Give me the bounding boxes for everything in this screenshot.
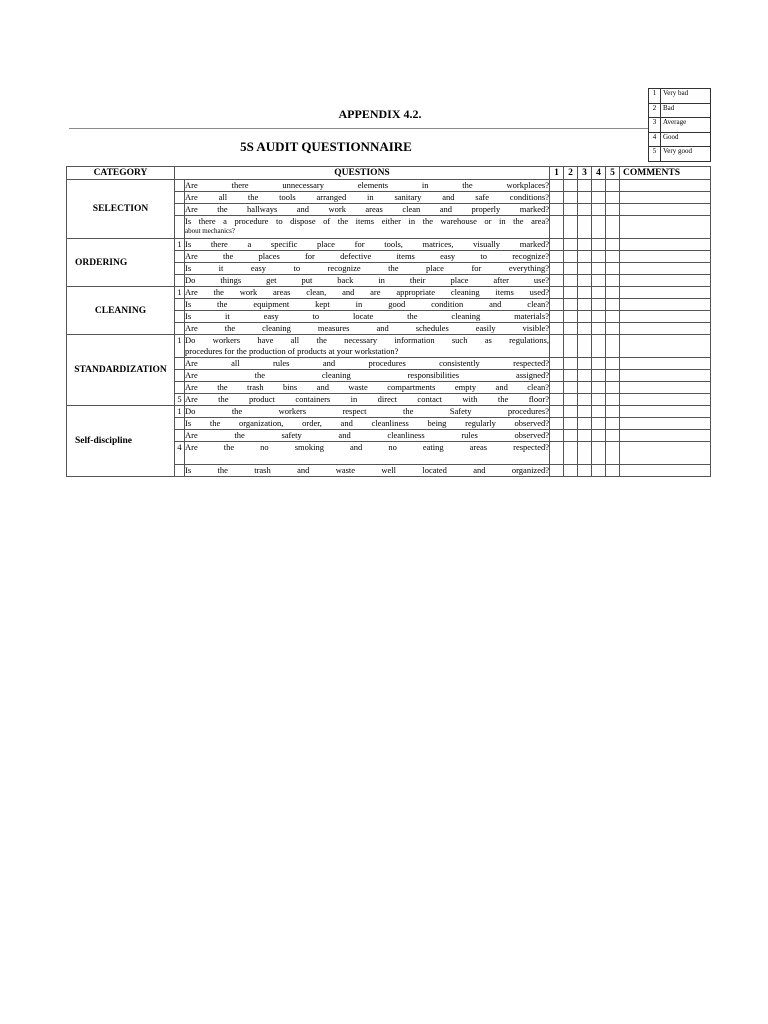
score-4-cell[interactable] xyxy=(592,442,606,465)
comment-cell[interactable] xyxy=(620,192,711,204)
legend-row xyxy=(649,118,711,133)
score-5-cell[interactable] xyxy=(606,251,620,263)
comment-cell[interactable] xyxy=(620,323,711,335)
score-3-cell[interactable] xyxy=(578,251,592,263)
score-5-cell[interactable] xyxy=(606,382,620,394)
legend-number: 5 xyxy=(649,147,661,162)
score-2-cell[interactable] xyxy=(564,382,578,394)
score-5-cell[interactable] xyxy=(606,358,620,370)
score-3-cell[interactable] xyxy=(578,204,592,216)
comment-cell[interactable] xyxy=(620,287,711,299)
score-5-cell[interactable] xyxy=(606,311,620,323)
score-5-cell[interactable] xyxy=(606,287,620,299)
score-5-cell[interactable] xyxy=(606,465,620,477)
category-cleaning: CLEANING xyxy=(67,287,175,335)
score-2-cell[interactable] xyxy=(564,311,578,323)
question-text: Are the trash bins and waste compartments empty and clean? xyxy=(185,382,549,392)
legend-number: 4 xyxy=(649,132,661,147)
score-4-cell[interactable] xyxy=(592,239,606,251)
score-4-cell[interactable] xyxy=(592,406,606,418)
comment-cell[interactable] xyxy=(620,358,711,370)
score-3-cell[interactable] xyxy=(578,216,592,239)
score-2-cell[interactable] xyxy=(564,299,578,311)
score-2-cell[interactable] xyxy=(564,263,578,275)
question-text: Are the places for defective items easy to recognize? xyxy=(185,251,549,261)
score-3-cell[interactable] xyxy=(578,335,592,358)
question-row xyxy=(67,335,711,358)
score-4-cell[interactable] xyxy=(592,311,606,323)
comment-cell[interactable] xyxy=(620,275,711,287)
question-text: Is the equipment kept in good condition and clean? xyxy=(185,299,549,309)
question-number: 1 xyxy=(175,335,185,358)
question-text: Do the workers respect the Safety procedures? xyxy=(185,406,549,416)
score-3-cell[interactable] xyxy=(578,465,592,477)
score-5-cell[interactable] xyxy=(606,204,620,216)
score-2-cell[interactable] xyxy=(564,406,578,418)
score-5-cell[interactable] xyxy=(606,323,620,335)
question-number xyxy=(175,382,185,394)
score-2-cell[interactable] xyxy=(564,180,578,192)
question-text: Are the cleaning responsibilities assigned? xyxy=(185,370,549,380)
score-2-cell[interactable] xyxy=(564,192,578,204)
score-1-cell[interactable] xyxy=(550,311,564,323)
comment-cell[interactable] xyxy=(620,251,711,263)
question-number xyxy=(175,204,185,216)
question-text: Are all the tools arranged in sanitary and safe conditions? xyxy=(185,192,549,202)
legend-label: Very bad xyxy=(661,89,711,104)
comment-cell[interactable] xyxy=(620,204,711,216)
question-text: Do workers have all the necessary information such as regulations, xyxy=(185,335,549,345)
score-4-cell[interactable] xyxy=(592,216,606,239)
score-3-cell[interactable] xyxy=(578,406,592,418)
comments-header: COMMENTS xyxy=(620,167,711,180)
score-5-cell[interactable] xyxy=(606,394,620,406)
score-4-cell[interactable] xyxy=(592,418,606,430)
score-2-cell[interactable] xyxy=(564,335,578,358)
question-number xyxy=(175,275,185,287)
score-4-cell[interactable] xyxy=(592,192,606,204)
question-text-continued: procedures for the production of products at your workstation? xyxy=(185,346,399,356)
question-number: 1 xyxy=(175,406,185,418)
comment-cell[interactable] xyxy=(620,239,711,251)
legend-row xyxy=(649,132,711,147)
page-title: 5S AUDIT QUESTIONNAIRE xyxy=(240,139,412,154)
comment-cell[interactable] xyxy=(620,382,711,394)
score-5-cell[interactable] xyxy=(606,406,620,418)
score-1-cell[interactable] xyxy=(550,251,564,263)
comment-cell[interactable] xyxy=(620,216,711,239)
score-4-cell[interactable] xyxy=(592,382,606,394)
score-1-cell[interactable] xyxy=(550,216,564,239)
question-number: 1 xyxy=(175,239,185,251)
question-text-multiline xyxy=(185,335,550,358)
question-number xyxy=(175,358,185,370)
question-number xyxy=(175,370,185,382)
comment-cell[interactable] xyxy=(620,465,711,477)
score-1-cell[interactable] xyxy=(550,192,564,204)
score-4-cell[interactable] xyxy=(592,370,606,382)
legend-row xyxy=(649,103,711,118)
score-2-cell[interactable] xyxy=(564,251,578,263)
score-2-cell[interactable] xyxy=(564,370,578,382)
question-number: 5 xyxy=(175,394,185,406)
score-2-cell[interactable] xyxy=(564,323,578,335)
score-2-cell[interactable] xyxy=(564,287,578,299)
category-standardization: STANDARDIZATION xyxy=(67,335,175,406)
question-subtext: about mechanics? xyxy=(185,227,235,235)
question-number xyxy=(175,299,185,311)
header-row xyxy=(67,167,711,180)
legend-number: 2 xyxy=(649,103,661,118)
score-3-cell[interactable] xyxy=(578,299,592,311)
score-3-cell[interactable] xyxy=(578,418,592,430)
category-self-discipline: Self-discipline xyxy=(67,406,175,477)
question-text: Is the organization, order, and cleanliness being regularly observed? xyxy=(185,418,549,428)
score-2-cell[interactable] xyxy=(564,442,578,465)
score-1-cell[interactable] xyxy=(550,382,564,394)
score-1-cell[interactable] xyxy=(550,418,564,430)
score-5-cell[interactable] xyxy=(606,418,620,430)
question-row xyxy=(67,180,711,192)
legend-label: Good xyxy=(661,132,711,147)
score-1-header: 1 xyxy=(550,167,564,180)
question-text: Are the no smoking and no eating areas respected? xyxy=(185,442,550,465)
question-text-multiline xyxy=(185,216,550,239)
score-5-cell[interactable] xyxy=(606,275,620,287)
question-number xyxy=(175,263,185,275)
score-5-cell[interactable] xyxy=(606,216,620,239)
question-text: Are the cleaning measures and schedules easily visible? xyxy=(185,323,549,333)
score-1-cell[interactable] xyxy=(550,287,564,299)
score-2-cell[interactable] xyxy=(564,216,578,239)
question-text: Is the trash and waste well located and organized? xyxy=(185,465,549,475)
score-5-cell[interactable] xyxy=(606,299,620,311)
comment-cell[interactable] xyxy=(620,311,711,323)
comment-cell[interactable] xyxy=(620,430,711,442)
question-text: Do things get put back in their place after use? xyxy=(185,275,549,285)
score-3-cell[interactable] xyxy=(578,430,592,442)
question-text: Are the product containers in direct contact with the floor? xyxy=(185,394,549,404)
score-1-cell[interactable] xyxy=(550,275,564,287)
score-1-cell[interactable] xyxy=(550,465,564,477)
comment-cell[interactable] xyxy=(620,394,711,406)
score-4-cell[interactable] xyxy=(592,299,606,311)
score-1-cell[interactable] xyxy=(550,263,564,275)
score-2-cell[interactable] xyxy=(564,204,578,216)
score-3-cell[interactable] xyxy=(578,287,592,299)
score-1-cell[interactable] xyxy=(550,430,564,442)
question-number xyxy=(175,192,185,204)
score-5-cell[interactable] xyxy=(606,442,620,465)
question-text: Are the safety and cleanliness rules observed? xyxy=(185,430,549,440)
question-row xyxy=(67,287,711,299)
question-text: Is it easy to recognize the place for everything? xyxy=(185,263,549,273)
score-4-cell[interactable] xyxy=(592,465,606,477)
questions-header: QUESTIONS xyxy=(175,167,550,180)
score-4-cell[interactable] xyxy=(592,251,606,263)
score-2-cell[interactable] xyxy=(564,394,578,406)
score-3-cell[interactable] xyxy=(578,394,592,406)
question-number: 1 xyxy=(175,287,185,299)
score-4-cell[interactable] xyxy=(592,287,606,299)
question-number xyxy=(175,311,185,323)
score-3-cell[interactable] xyxy=(578,180,592,192)
question-text: Is there a specific place for tools, matrices, visually marked? xyxy=(185,239,549,249)
score-4-cell[interactable] xyxy=(592,275,606,287)
score-5-cell[interactable] xyxy=(606,239,620,251)
score-1-cell[interactable] xyxy=(550,335,564,358)
question-row xyxy=(67,239,711,251)
score-1-cell[interactable] xyxy=(550,442,564,465)
score-5-cell[interactable] xyxy=(606,370,620,382)
score-1-cell[interactable] xyxy=(550,180,564,192)
score-1-cell[interactable] xyxy=(550,323,564,335)
score-4-cell[interactable] xyxy=(592,335,606,358)
score-2-cell[interactable] xyxy=(564,418,578,430)
score-5-cell[interactable] xyxy=(606,180,620,192)
score-3-cell[interactable] xyxy=(578,263,592,275)
score-1-cell[interactable] xyxy=(550,358,564,370)
legend-label: Average xyxy=(661,118,711,133)
score-3-cell[interactable] xyxy=(578,370,592,382)
legend-label: Very good xyxy=(661,147,711,162)
score-2-header: 2 xyxy=(564,167,578,180)
audit-questionnaire-table xyxy=(66,166,711,477)
question-text: Are the work areas clean, and are appropriate cleaning items used? xyxy=(185,287,549,297)
score-5-cell[interactable] xyxy=(606,430,620,442)
score-3-cell[interactable] xyxy=(578,323,592,335)
legend-label: Bad xyxy=(661,103,711,118)
score-5-cell[interactable] xyxy=(606,192,620,204)
question-number xyxy=(175,251,185,263)
score-3-cell[interactable] xyxy=(578,192,592,204)
comment-cell[interactable] xyxy=(620,406,711,418)
score-3-cell[interactable] xyxy=(578,311,592,323)
score-5-cell[interactable] xyxy=(606,263,620,275)
score-4-cell[interactable] xyxy=(592,180,606,192)
score-1-cell[interactable] xyxy=(550,299,564,311)
score-5-header: 5 xyxy=(606,167,620,180)
score-1-cell[interactable] xyxy=(550,406,564,418)
score-4-cell[interactable] xyxy=(592,323,606,335)
score-2-cell[interactable] xyxy=(564,430,578,442)
legend-number: 1 xyxy=(649,89,661,104)
score-3-cell[interactable] xyxy=(578,239,592,251)
appendix-label: APPENDIX 4.2. xyxy=(338,107,422,121)
legend-number: 3 xyxy=(649,118,661,133)
category-ordering: ORDERING xyxy=(67,239,175,287)
score-5-cell[interactable] xyxy=(606,335,620,358)
score-1-cell[interactable] xyxy=(550,204,564,216)
comment-cell[interactable] xyxy=(620,442,711,465)
question-number xyxy=(175,465,185,477)
question-number xyxy=(175,323,185,335)
question-number: 4 xyxy=(175,442,185,465)
question-text: Are there unnecessary elements in the workplaces? xyxy=(185,180,549,190)
header-rule xyxy=(69,128,649,129)
category-selection: SELECTION xyxy=(67,180,175,239)
score-3-header: 3 xyxy=(578,167,592,180)
rating-scale-legend xyxy=(648,88,711,162)
question-number xyxy=(175,216,185,239)
question-text: Are all rules and procedures consistently respected? xyxy=(185,358,549,368)
comment-cell[interactable] xyxy=(620,263,711,275)
score-2-cell[interactable] xyxy=(564,358,578,370)
comment-cell[interactable] xyxy=(620,335,711,358)
score-3-cell[interactable] xyxy=(578,442,592,465)
legend-row xyxy=(649,147,711,162)
score-4-cell[interactable] xyxy=(592,204,606,216)
score-3-cell[interactable] xyxy=(578,382,592,394)
question-text: Is there a procedure to dispose of the items either in the warehouse or in the area? xyxy=(185,216,549,226)
score-2-cell[interactable] xyxy=(564,275,578,287)
comment-cell[interactable] xyxy=(620,370,711,382)
score-1-cell[interactable] xyxy=(550,370,564,382)
category-header: CATEGORY xyxy=(67,167,175,180)
comment-cell[interactable] xyxy=(620,418,711,430)
question-number xyxy=(175,430,185,442)
score-1-cell[interactable] xyxy=(550,394,564,406)
score-4-cell[interactable] xyxy=(592,358,606,370)
comment-cell[interactable] xyxy=(620,180,711,192)
score-1-cell[interactable] xyxy=(550,239,564,251)
score-3-cell[interactable] xyxy=(578,358,592,370)
score-4-cell[interactable] xyxy=(592,430,606,442)
legend-row xyxy=(649,89,711,104)
comment-cell[interactable] xyxy=(620,299,711,311)
score-3-cell[interactable] xyxy=(578,275,592,287)
question-text: Are the hallways and work areas clean and properly marked? xyxy=(185,204,549,214)
question-number xyxy=(175,418,185,430)
question-row xyxy=(67,406,711,418)
question-number xyxy=(175,180,185,192)
score-2-cell[interactable] xyxy=(564,465,578,477)
question-text: Is it easy to locate the cleaning materials? xyxy=(185,311,549,321)
score-4-cell[interactable] xyxy=(592,394,606,406)
score-4-header: 4 xyxy=(592,167,606,180)
score-2-cell[interactable] xyxy=(564,239,578,251)
score-4-cell[interactable] xyxy=(592,263,606,275)
